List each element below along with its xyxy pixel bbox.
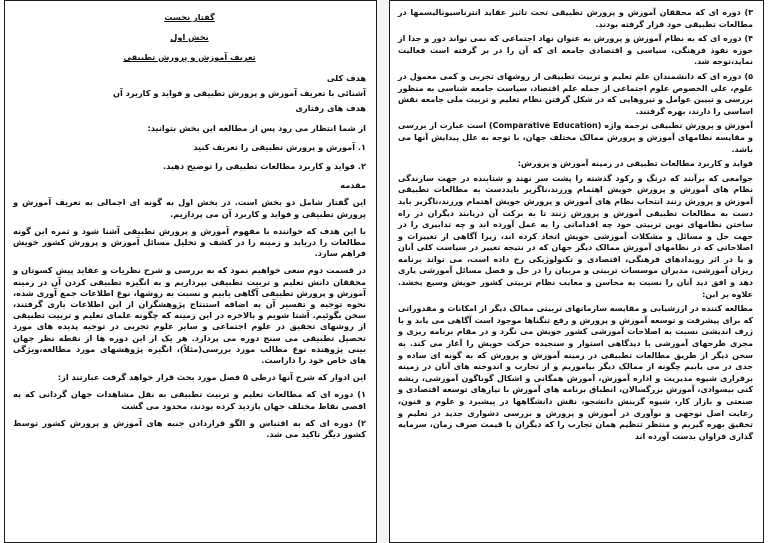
objective-1: ۱. آموزش و پرورش تطبیقی را تعریف کنید [193,141,366,152]
left-page [4,0,377,543]
era-2-text: ۲) دوره ای که به اقتباس و الگو قراردادن جنبه های آموزش و پرورش کشور توسط کشور دیگر تاکید می شد. [13,417,366,440]
intro-paragraph-4: این ادوار که شرح آنها درطی ۵ فصل مورد بحث قرار خواهد گرفت عبارتند از: [57,372,366,383]
page-gutter [377,0,389,543]
benefits-heading: فواید و کاربرد مطالعات تطبیقی در زمینه آموزش و پرورش: [517,159,753,169]
era-3-text: ۳) دوره ای که محققان آموزش و پرورش تطبیقی تحت تاثیر عقاید انترناسیونالیسمها در مطالعات تطبیقی خود قرار گرفته بودند. [398,8,753,29]
expectation-text: از شما انتظار می رود پس از مطالعه این بخش بتوانید: [147,122,366,133]
intro-paragraph-2: با این هدف که خواننده با مفهوم آموزش و پرورش تطبیقی آشنا شود و ثمره این گونه مطالعات را دریابد و زمینه را در کشف و تحلیل مسائل آموزش و پرورش کشور خویش فراهم سازد. [13,225,366,259]
definition-text: آموزش و پرورش تطبیقی ترجمه واژه (Comparative Education) است عبارت از بررسی و مقایسه نظامهای آموزش و پرورش ممالک مختلف جهان، با توجه به علل پیدایش آنها می باشد. [398,121,753,154]
general-goal-text: آشنائی با تعریف آموزش و پرورش تطبیقی و فواید و کاربرد آن [112,88,366,99]
behavioral-goals-heading: هدف های رفتاری [295,103,366,114]
era-5-text: ۵) دوره ای که دانشمندان علم تعلیم و تربیت تطبیقی از روشهای تجربی و کمی معمول در علوم، علی الخصوص علوم اجتماعی از جمله علم اقتصاد، سیاست جامعه شناسی به منظور بررسی و تبیین عوامل و نیروهایی که در شکل گرفتن نظام تعلیم و تربیت ملی جامعه نقش اساسی را دارند، بهره گرفتند. [398,71,753,116]
benefits-paragraph-2: مطالعه کننده در ارزشیابی و مقایسه سازمانهای تربیتی ممالک دیگر از امکانات و مقدوراتی که برای پیشرفت و توسعه آموزش و پرورش و رفع تنگناها موجود است آگاهی می یابد و با ژرف اندیشی نسبت به اصلاحات آموزشی کشور خویش می نگرد و در مقام برنامه ریزی و مجری طرحهای آموزشی با دیدگاهی استوار و سنجیده حرکت خویش را آغاز می کند. به سخن دیگر از طریق مطالعات تطبیقی در زمینه آموزش و پرورش که به گونه ای ساده و جدی در می یابیم چگونه از ممالک دیگر بیاموزیم و از تجارب و اندوخته های آنان در زمینه برقراری شیوه مدیریت و اداره آموزش، آموزش همگانی و اشکال گوناگون آموزشی، ریشه کنی بیسوادی، آموزش بزرگسالان، انطباق برنامه های آموزش با نیازهای توسعه اقتصادی و صنعتی و بازار کار، شیوه گزینش دانشجو، نقش دانشگاهها در پیشبرد و علوم و فنون، رعایت اصل توجهی و نوآوری در آموزش و پرورش و بررسی دشواری جدید در تعلیم و تحقیق بهره گیریم و منتظر تنظیم همان تجارب را که دیگران با قیمت صرف زمان، سرمایه گذاری فراوان بدست آورده اند [398,304,753,441]
intro-paragraph-3: در قسمت دوم سعی خواهیم نمود که به بررسی و شرح نظریات و عقاید پیش کسوتان و محققان دانش تعلیم و تربیت تطبیقی بپردازیم و به انگیزه تطبیقی کردن آن در زمینه آموزش و پرورش تطبیقی آگاهی یابیم و نسبت به روشها، نوع اطلاعات جمع آوری شده، نحوه توجیه و تفسیر آن به اضافه استنتاج پژوهشگران از این اطلاعات یاری گرفتند، سخن بگوئیم. آشنا شویم و بالاخره در این زمینه که چگونه علمای تعلیم و تربیت تطبیقی از روشهای تحقیق در علوم اجتماعی و سایر علوم تجربی در توجیه پدیده های مورد تحصیل تطبیقی می سنج دوره می پردازد. هر یک از این دوره ها از نقطه نظر جهان بینی پژوهنده نوع مطالب مورد بررسی(مثلاً)، انگیزه پژوهشهای مورد مطالعه،ویژگی های خاص خود را داراست. [13,265,366,366]
section-title: بخش اول [170,32,209,42]
era-1-text: ۱) دوره ای که مطالعات تعلیم و تربیت تطبیقی به نقل مشاهدات جهان گردانی که به اقصی نقاط مختلف جهان بازدید کرده بودند، محدود می گشت [13,389,366,411]
era-4-text: ۴) دوره ای که به نظام آموزش و پرورش به عنوان نهاد اجتماعی که نمی تواند دور و جدا از حوزه نفوذ فرهنگی، سیاسی و اقتصادی جامعه ای که آن را در بر گرفته است فعالیت نماید،توجه شد. [398,34,753,67]
section-subtitle: تعریف آموزش و پرورش تطبیقی [123,52,256,62]
intro-heading: مقدمه [340,180,366,191]
chapter-title: گفتار نخست [164,12,215,22]
intro-paragraph-1: این گفتار شامل دو بخش است. در بخش اول به گونه ای اجمالی به تعریف آموزش و پرورش تطبیقی و فواید و کاربرد آن می پردازیم. [13,197,366,219]
objective-2: ۲. فواید و کاربرد مطالعات تطبیقی را توضیح دهید. [163,161,366,172]
right-page [389,0,764,543]
general-goal-heading: هدف کلی [326,73,366,83]
benefits-paragraph-1: جوامعی که برآنند که درنگ و رکود گذشته را پشت سر نهند و شتابنده در جهت سازندگی نظام های آموزش و پرورش خویش اهتمام ورزند،ناگزیر بایددست به مطالعات تطبیقی آموزش و پرورش زنند انتخاب نظام های آموزش و پرورش خویش اهتمام ورزند،ناگزیر باید دست به مطالعات تطبیقی آموزش و پرورش زنند تا به برکت آن دریابند دیگران در راه ساختن نظامهای نوین تربیتی خود چه اقداماتی را به عمل آورده اند و چه تدابیری را در جهت حل و مسائل و مشکلات آموزشی خویش اتخاذ کرده اند، زیرا آگاهی از تغییرات و اصلاحاتی که در نظامهای آموزش ممالک دیگر جهان که در نتیجه تغییر در سیاست کلی آنان و یا در اثر رویدادهای فرهنگی، اقتصادی و تکنولوژیکی رخ داده است، می تواند برنامه ریزان آموزشی، مدیران موسسات تربیتی و مربیان را در حل و فصل مسائل آموزشی یاری دهد و افق دید آنان را نسبت به محاسن و معایب نظام تربیتی کشور خویش وسیع بخشد. علاوه بر این: [398,173,753,299]
